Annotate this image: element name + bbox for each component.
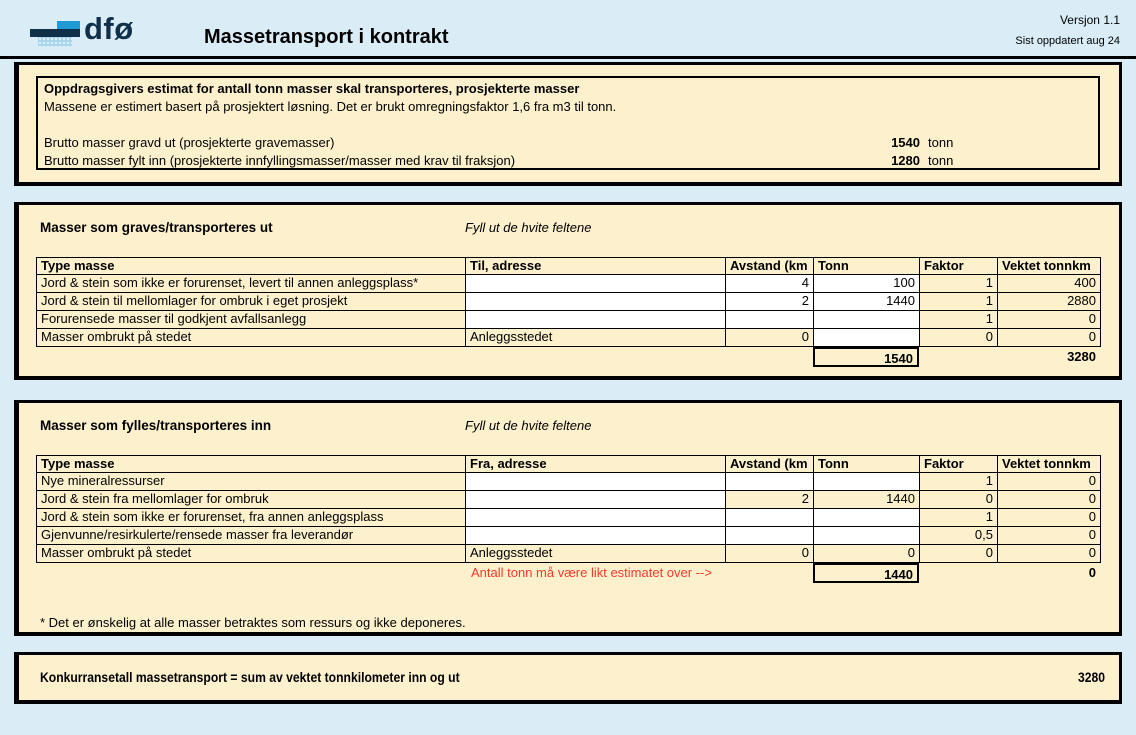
- page-header: [0, 0, 1136, 59]
- input-cell[interactable]: [726, 527, 814, 545]
- total-note: Antall tonn må være likt estimatet over -->: [471, 565, 712, 580]
- estimate-row: [44, 134, 1092, 152]
- table-total-row: [36, 563, 1100, 583]
- input-cell[interactable]: [814, 329, 920, 347]
- input-cell[interactable]: [466, 527, 726, 545]
- version-label: Versjon 1.1: [1059, 13, 1120, 27]
- table-row: [36, 311, 1100, 329]
- row-label: Jord & stein som ikke er forurenset, fra annen anleggsplass: [37, 509, 466, 527]
- value-cell: 0: [920, 491, 998, 509]
- value-cell: 0: [726, 545, 814, 563]
- input-cell[interactable]: [466, 473, 726, 491]
- value-cell: 0: [726, 329, 814, 347]
- table-header-row: [36, 455, 1100, 473]
- dfo-logo: [14, 0, 174, 56]
- column-header: Til, adresse: [466, 257, 726, 275]
- estimate-row-unit: tonn: [928, 153, 954, 168]
- column-header: Type masse: [37, 455, 466, 473]
- total-weighted: 0: [1088, 565, 1096, 580]
- column-header: Faktor: [920, 455, 998, 473]
- value-cell: 0: [998, 329, 1101, 347]
- input-cell[interactable]: [814, 311, 920, 329]
- estimate-row-unit: tonn: [928, 135, 954, 150]
- table-row: [36, 545, 1100, 563]
- value-cell: 0,5: [920, 527, 998, 545]
- row-label: Jord & stein fra mellomlager for ombruk: [37, 491, 466, 509]
- input-cell[interactable]: [814, 509, 920, 527]
- value-cell: 1: [920, 275, 998, 293]
- summary-panel: [14, 652, 1122, 704]
- page-title: Massetransport i kontrakt: [204, 26, 449, 48]
- column-header: Tonn: [814, 257, 920, 275]
- input-cell[interactable]: [726, 509, 814, 527]
- estimate-row-label: Brutto masser gravd ut (prosjekterte gravemasser): [44, 135, 335, 150]
- value-cell: 1: [920, 293, 998, 311]
- table-row: [36, 473, 1100, 491]
- summary-label: Konkurransetall massetransport = sum av vektet tonnkilometer inn og ut: [40, 670, 460, 685]
- input-cell[interactable]: 1440: [814, 293, 920, 311]
- estimate-row-value: 1540: [891, 135, 920, 150]
- total-tonn: 1540: [813, 347, 919, 367]
- value-cell: 0: [998, 491, 1101, 509]
- value-cell: 0: [998, 473, 1101, 491]
- value-cell: 0: [998, 527, 1101, 545]
- table-total-row: [36, 347, 1100, 367]
- column-header: Tonn: [814, 455, 920, 473]
- logo-text: dfø: [84, 11, 134, 46]
- row-label: Masser ombrukt på stedet: [37, 545, 466, 563]
- version-block: [1015, 12, 1120, 50]
- value-cell: 0: [998, 545, 1101, 563]
- estimate-panel: [14, 62, 1122, 186]
- fill-white-fields-hint: Fyll ut de hvite feltene: [465, 418, 592, 433]
- estimate-description: Massene er estimert basert på prosjektert løsning. Det er brukt omregningsfaktor 1,6 fra m3 til tonn.: [44, 99, 617, 114]
- value-cell: 0: [998, 311, 1101, 329]
- column-header: Faktor: [920, 257, 998, 275]
- total-spacer: [919, 347, 997, 367]
- column-header: Avstand (km: [726, 257, 814, 275]
- spacer-row: [44, 116, 1092, 134]
- masses-in-panel: [14, 400, 1122, 636]
- logo-bar-icon: [57, 21, 80, 29]
- value-cell: 1: [920, 509, 998, 527]
- value-cell: 400: [998, 275, 1101, 293]
- last-updated-label: Sist oppdatert aug 24: [1015, 35, 1120, 47]
- table-row: [36, 509, 1100, 527]
- input-cell[interactable]: [466, 311, 726, 329]
- value-cell: Anleggsstedet: [466, 545, 726, 563]
- input-cell[interactable]: [814, 527, 920, 545]
- masses-out-title: Masser som graves/transporteres ut: [40, 220, 273, 235]
- total-spacer: [36, 563, 465, 583]
- value-cell: 0: [998, 509, 1101, 527]
- row-label: Jord & stein til mellomlager for ombruk i eget prosjekt: [37, 293, 466, 311]
- value-cell: 0: [920, 329, 998, 347]
- value-cell: 1: [920, 473, 998, 491]
- row-label: Forurensede masser til godkjent avfallsanlegg: [37, 311, 466, 329]
- input-cell[interactable]: 100: [814, 275, 920, 293]
- masses-out-panel: [14, 202, 1122, 380]
- logo-bar-icon: [30, 29, 80, 37]
- row-label: Nye mineralressurser: [37, 473, 466, 491]
- table-header-row: [36, 257, 1100, 275]
- masses-in-title: Masser som fylles/transporteres inn: [40, 418, 272, 433]
- value-cell: 1440: [814, 491, 920, 509]
- table-row: [36, 275, 1100, 293]
- table-row: [36, 293, 1100, 311]
- column-header: Vektet tonnkm: [998, 455, 1101, 473]
- logo-bar-icon: [38, 37, 72, 46]
- input-cell[interactable]: [466, 275, 726, 293]
- column-header: Avstand (km: [726, 455, 814, 473]
- estimate-row-label: Brutto masser fylt inn (prosjekterte innfyllingsmasser/masser med krav til fraksjon): [44, 153, 516, 168]
- value-cell: 2880: [998, 293, 1101, 311]
- input-cell[interactable]: [466, 491, 726, 509]
- total-tonn: 1440: [813, 563, 919, 583]
- value-cell: 2: [726, 491, 814, 509]
- input-cell[interactable]: [814, 473, 920, 491]
- table-row: [36, 491, 1100, 509]
- table-row: [36, 527, 1100, 545]
- value-cell: 0: [920, 545, 998, 563]
- input-cell[interactable]: [466, 509, 726, 527]
- total-weighted: 3280: [1067, 349, 1096, 364]
- input-cell[interactable]: 2: [726, 293, 814, 311]
- masses-out-table: [36, 257, 1100, 367]
- input-cell[interactable]: [726, 473, 814, 491]
- row-label: Gjenvunne/resirkulerte/rensede masser fra leverandør: [37, 527, 466, 545]
- estimate-inner-box: [36, 76, 1100, 170]
- estimate-row: [44, 152, 1092, 170]
- estimate-title: Oppdragsgivers estimat for antall tonn masser skal transporteres, prosjekterte masser: [44, 81, 580, 96]
- value-cell: Anleggsstedet: [466, 329, 726, 347]
- resource-footnote: * Det er ønskelig at alle masser betraktes som ressurs og ikke deponeres.: [40, 615, 466, 630]
- column-header: Type masse: [37, 257, 466, 275]
- input-cell[interactable]: 4: [726, 275, 814, 293]
- input-cell[interactable]: [726, 311, 814, 329]
- column-header: Vektet tonnkm: [998, 257, 1101, 275]
- estimate-row-value: 1280: [891, 153, 920, 168]
- fill-white-fields-hint: Fyll ut de hvite feltene: [465, 220, 592, 235]
- row-label: Masser ombrukt på stedet: [37, 329, 466, 347]
- input-cell[interactable]: [466, 293, 726, 311]
- masses-in-table: [36, 455, 1100, 583]
- column-header: Fra, adresse: [466, 455, 726, 473]
- row-label: Jord & stein som ikke er forurenset, levert til annen anleggsplass*: [37, 275, 466, 293]
- table-row: [36, 329, 1100, 347]
- value-cell: 0: [814, 545, 920, 563]
- value-cell: 1: [920, 311, 998, 329]
- total-spacer: [36, 347, 465, 367]
- total-note: [465, 347, 813, 367]
- total-spacer: [919, 563, 997, 583]
- summary-value: 3280: [1077, 670, 1105, 685]
